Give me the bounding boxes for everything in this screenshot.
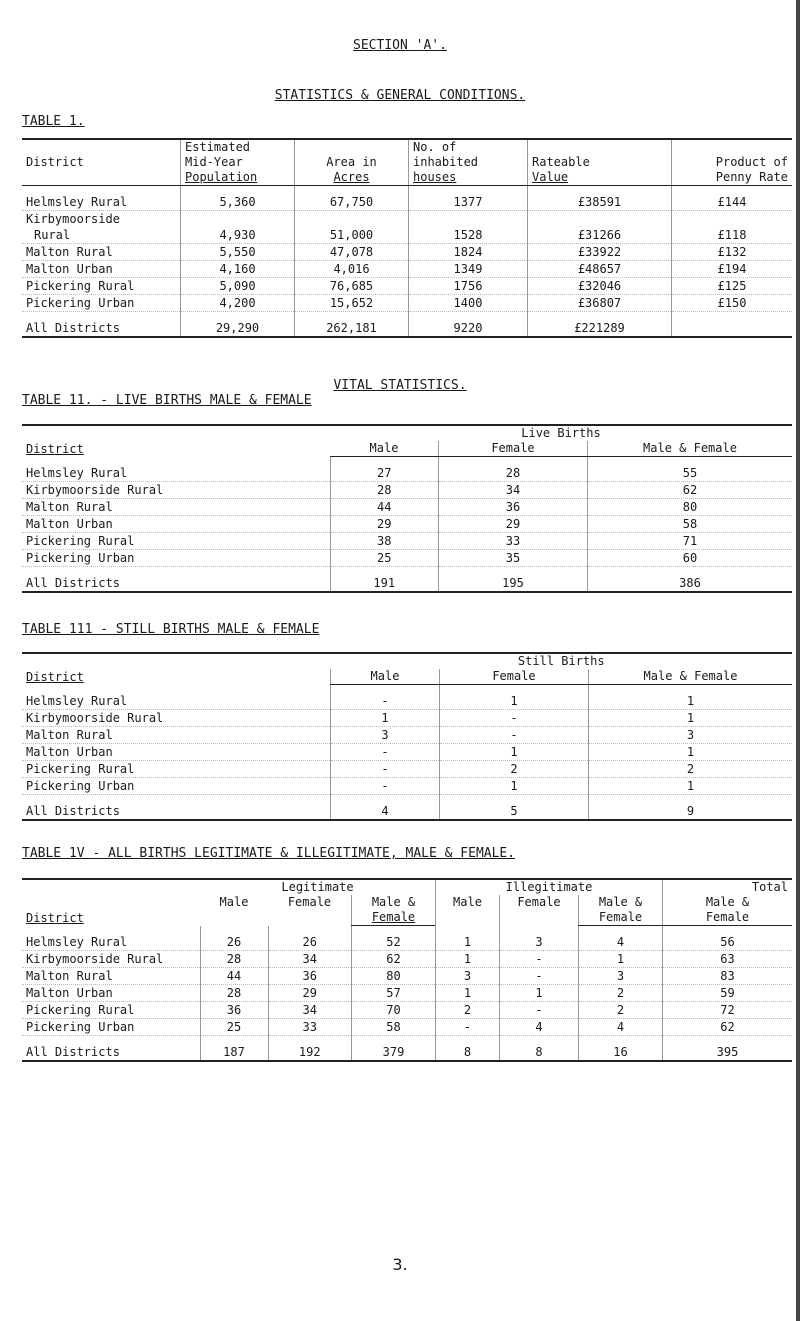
table-row: Malton Rural 44 36 80 3 - 3 83: [22, 968, 792, 985]
table4-group-illegitimate: Illegitimate: [436, 879, 663, 895]
table-row: Helmsley Rural 26 26 52 1 3 4 56: [22, 934, 792, 951]
table4-header-leg-male: Male: [219, 895, 249, 909]
table-row: Pickering Rural 38 33 71: [22, 533, 792, 550]
table-row: Malton Rural 3 - 3: [22, 727, 792, 744]
table-row: Malton Urban 28 29 57 1 1 2 59: [22, 985, 792, 1002]
table1-header-district: District: [22, 139, 181, 186]
table4-header-ill-both: Male &: [579, 895, 663, 910]
table1-label: TABLE 1.: [22, 114, 85, 129]
table-row: Malton Rural 5,550 47,078 1824 £33922 £132: [22, 244, 792, 261]
table-row: Kirbymoorside Rural 1 - 1: [22, 710, 792, 727]
table3-header-male: Male: [331, 669, 440, 685]
table4: [22, 878, 792, 1062]
table-row: Malton Rural 44 36 80: [22, 499, 792, 516]
table-total-row: All Districts 29,290 262,181 9220 £221289: [22, 320, 792, 337]
table-row: Malton Urban - 1 1: [22, 744, 792, 761]
table1-header-rateable: Rateable Value: [528, 139, 672, 186]
table2: [22, 424, 792, 593]
table-row: Pickering Urban 25 33 58 - 4 4 62: [22, 1019, 792, 1036]
table1-header-penny: Product of Penny Rate: [672, 139, 793, 186]
table2-header-both: Male & Female: [588, 441, 793, 457]
table-row: Pickering Urban - 1 1: [22, 778, 792, 795]
table-row: Pickering Rural - 2 2: [22, 761, 792, 778]
table-row: Kirbymoorside: [22, 211, 792, 228]
table1-header-area: Area in Acres: [295, 139, 409, 186]
table3-header-female: Female: [440, 669, 589, 685]
table-row: Pickering Rural 36 34 70 2 - 2 72: [22, 1002, 792, 1019]
table-total-row: All Districts 187 192 379 8 8 16 395: [22, 1044, 792, 1061]
table4-label: TABLE 1V - ALL BIRTHS LEGITIMATE & ILLEGITIMATE, MALE & FEMALE.: [22, 846, 516, 861]
table-row: Pickering Urban 4,200 15,652 1400 £36807 £150: [22, 295, 792, 312]
table-row: Rural 4,930 51,000 1528 £31266 £118: [22, 227, 792, 244]
table2-header-district: District: [26, 441, 84, 456]
table4-header-leg-both: Male &: [352, 895, 436, 910]
table-row: Kirbymoorside Rural 28 34 62: [22, 482, 792, 499]
table-row: Malton Urban 4,160 4,016 1349 £48657 £194: [22, 261, 792, 278]
table2-group-header: Live Births: [521, 426, 601, 440]
table1-header-houses: No. of inhabited houses: [409, 139, 528, 186]
page-subtitle: STATISTICS & GENERAL CONDITIONS.: [274, 88, 526, 103]
table3-header-district: District: [26, 669, 84, 684]
table1-header-population: Estimated Mid-Year Population: [181, 139, 295, 186]
table-row: Helmsley Rural 27 28 55: [22, 465, 792, 482]
table-row: Helmsley Rural 5,360 67,750 1377 £38591 £144: [22, 194, 792, 211]
table4-header-leg-both-l2: Female: [352, 910, 436, 926]
table2-label: TABLE 11. - LIVE BIRTHS MALE & FEMALE: [22, 393, 312, 408]
table2-header-female: Female: [439, 441, 588, 457]
table4-header-total-both: Male &: [663, 895, 793, 910]
table4-header-district: District: [26, 910, 84, 925]
table4-group-legitimate: Legitimate: [281, 880, 354, 894]
table3-group-header: Still Births: [517, 654, 605, 668]
section-heading: SECTION 'A'.: [353, 38, 447, 53]
table4-header-total-both-l2: Female: [663, 910, 793, 926]
table4-header-leg-female: Female: [287, 895, 332, 909]
table1: [22, 138, 792, 338]
table-row: Pickering Urban 25 35 60: [22, 550, 792, 567]
table-total-row: All Districts 4 5 9: [22, 803, 792, 820]
table3-header-both: Male & Female: [589, 669, 793, 685]
table-total-row: All Districts 191 195 386: [22, 575, 792, 592]
table4-header-ill-female: Female: [500, 895, 579, 926]
table2-header-male: Male: [330, 441, 439, 457]
vital-statistics-heading: VITAL STATISTICS.: [333, 378, 467, 393]
page-number: 3.: [392, 1255, 408, 1274]
table-row: Pickering Rural 5,090 76,685 1756 £32046 £125: [22, 278, 792, 295]
table4-group-total: Total: [663, 879, 793, 895]
table-row: Malton Urban 29 29 58: [22, 516, 792, 533]
table-row: Helmsley Rural - 1 1: [22, 693, 792, 710]
table4-header-ill-male: Male: [436, 895, 500, 926]
table-row: Kirbymoorside Rural 28 34 62 1 - 1 63: [22, 951, 792, 968]
table3-label: TABLE 111 - STILL BIRTHS MALE & FEMALE: [22, 622, 320, 637]
table4-header-ill-both-l2: Female: [579, 910, 663, 926]
table3: [22, 652, 792, 821]
page-edge-shadow: [796, 0, 800, 1321]
